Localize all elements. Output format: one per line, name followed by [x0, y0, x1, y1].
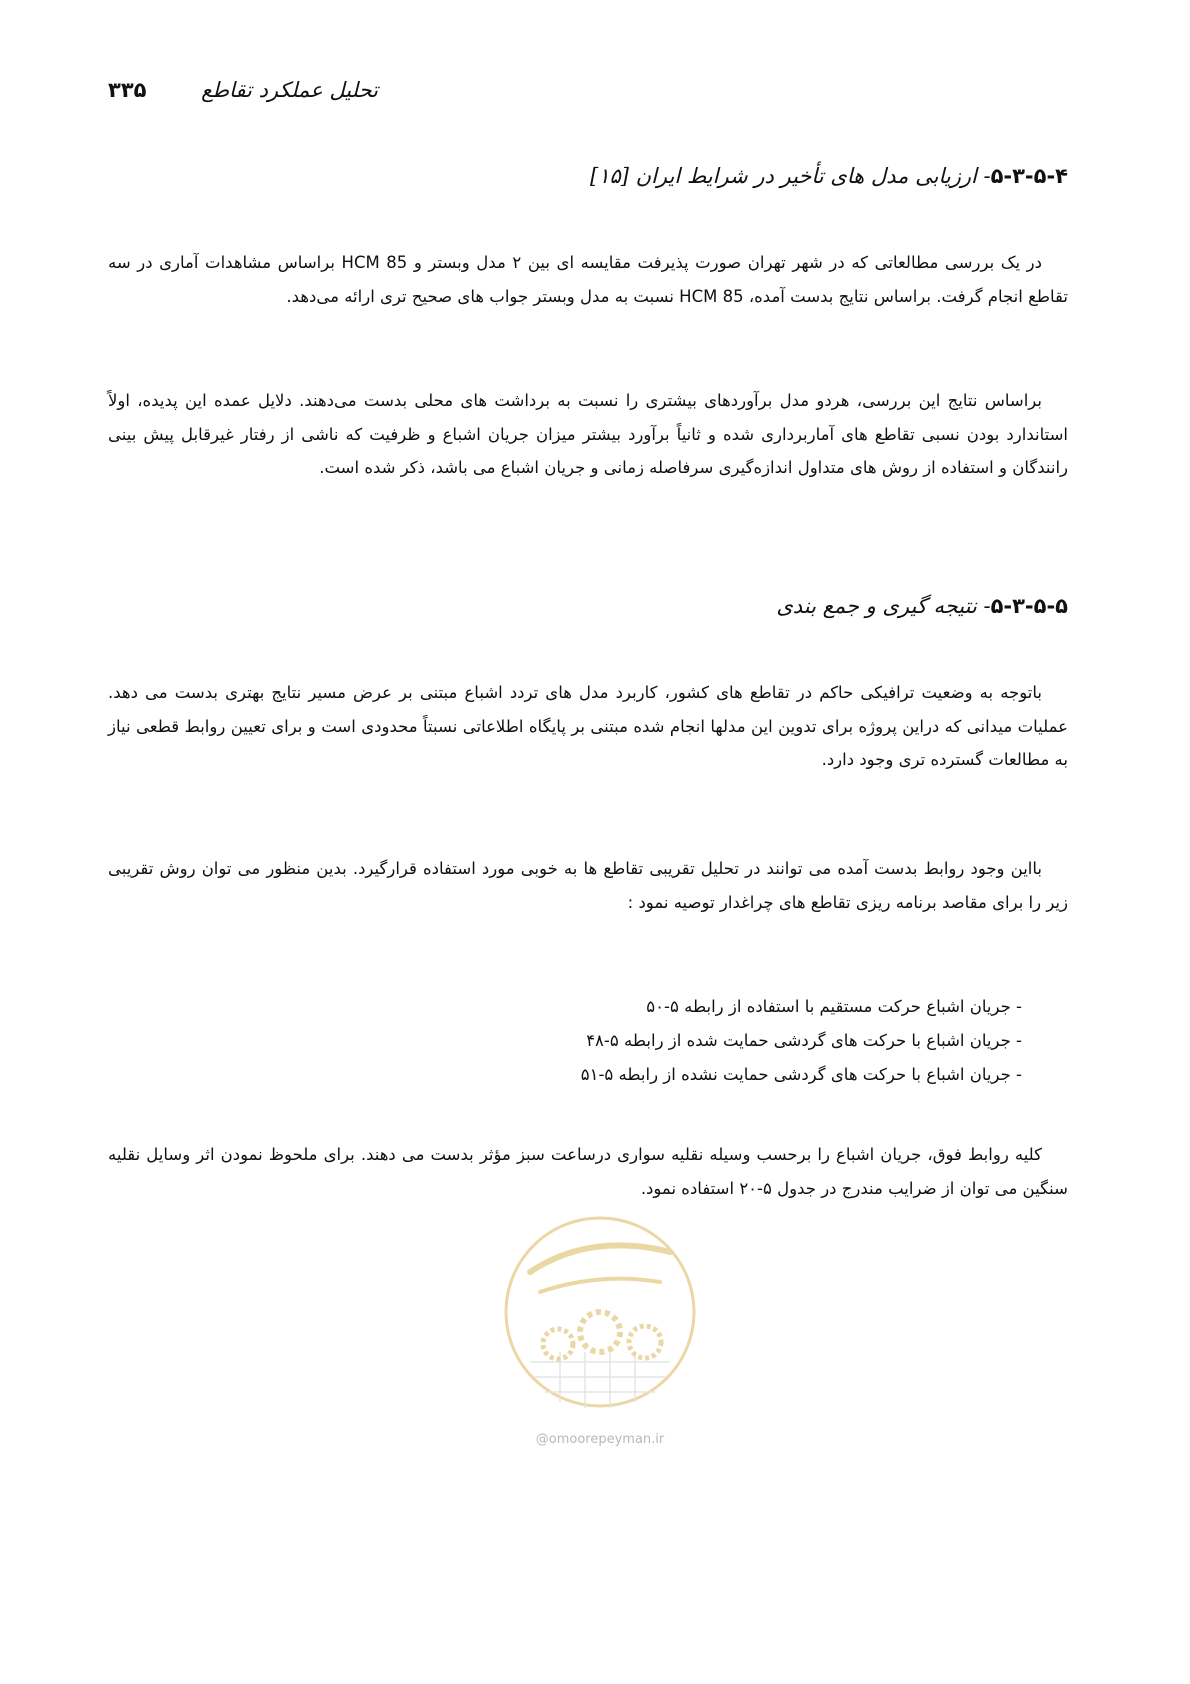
section-title: - ارزیابی مدل های تأخیر در شرایط ایران [۱۵] [590, 164, 991, 188]
running-header [108, 78, 378, 114]
scale-icon [543, 1329, 573, 1359]
section-number: ۵-۳-۵-۴ [990, 164, 1068, 188]
watermark-url: @omoorepeyman.ir [535, 1432, 665, 1447]
page-number: ۳۳۵ [108, 78, 147, 102]
relation-list [300, 990, 1022, 1092]
logo-grid [530, 1352, 670, 1408]
gear-icon [580, 1312, 620, 1352]
paragraph: بااین وجود روابط بدست آمده می توانند در تحلیل تقریبی تقاطع ها به خوبی مورد استفاده قرارگیرد. بدین منظور می توان روش تقریبی زیر را برای مقاصد برنامه ریزی تقاطع های چراغدار توصیه نمود : [108, 859, 1068, 912]
running-title: تحلیل عملکرد تقاطع [201, 78, 378, 102]
logo-script-stroke [530, 1245, 670, 1272]
list-item: - جریان اشباع حرکت مستقیم با استفاده از رابطه ۵-۵۰ [646, 997, 1022, 1016]
paragraph: باتوجه به وضعیت ترافیکی حاکم در تقاطع های کشور، کاربرد مدل های تردد اشباع مبتنی بر عرض مسیر نتایج بهتری بدست می دهد. عملیات میدانی که دراین پروژه برای تدوین این مدلها انجام شده مبتنی بر پایگاه اطلاعاتی نسبتاً محدودی است و برای تعیین روابط قطعی نیاز به مطالعات گسترده تری وجود دارد. [108, 683, 1068, 769]
section-heading-5-3-5-5 [776, 594, 1068, 618]
gear-icon [629, 1326, 661, 1358]
paragraph: کلیه روابط فوق، جریان اشباع را برحسب وسیله نقلیه سواری درساعت سبز مؤثر بدست می دهند. برای ملحوظ نمودن اثر وسایل نقلیه سنگین می توان از ضرایب مندرج در جدول ۵-۲۰ استفاده نمود. [108, 1145, 1068, 1198]
list-item: - جریان اشباع با حرکت های گردشی حمایت نشده از رابطه ۵-۵۱ [580, 1065, 1022, 1084]
watermark-logo [500, 1212, 700, 1422]
section-number: ۵-۳-۵-۵ [990, 594, 1068, 618]
section-heading-5-3-5-4 [590, 164, 1068, 188]
paragraph: در یک بررسی مطالعاتی که در شهر تهران صورت پذیرفت مقایسه ای بین ۲ مدل وبستر و HCM 85 براساس مشاهدات آماری در سه تقاطع انجام گرفت. براساس نتایج بدست آمده، HCM 85 نسبت به مدل وبستر جواب های صحیح تری ارائه می‌دهد. [108, 253, 1068, 306]
list-item: - جریان اشباع با حرکت های گردشی حمایت شده از رابطه ۵-۴۸ [586, 1031, 1022, 1050]
section-title: - نتیجه گیری و جمع بندی [776, 594, 991, 618]
logo-script-stroke [540, 1279, 660, 1292]
paragraph: براساس نتایج این بررسی، هردو مدل برآوردهای بیشتری را نسبت به برداشت های محلی بدست می‌دهند. دلایل عمده این پدیده، اولاً استاندارد بودن نسبی تقاطع های آماربرداری شده و ثانیاً برآورد بیشتر میزان جریان اشباع و ظرفیت که ناشی از رفتار غیرقابل پیش بینی رانندگان و استفاده از روش های متداول اندازه‌گیری سرفاصله زمانی و جریان اشباع می باشد، ذکر شده است. [108, 391, 1068, 477]
